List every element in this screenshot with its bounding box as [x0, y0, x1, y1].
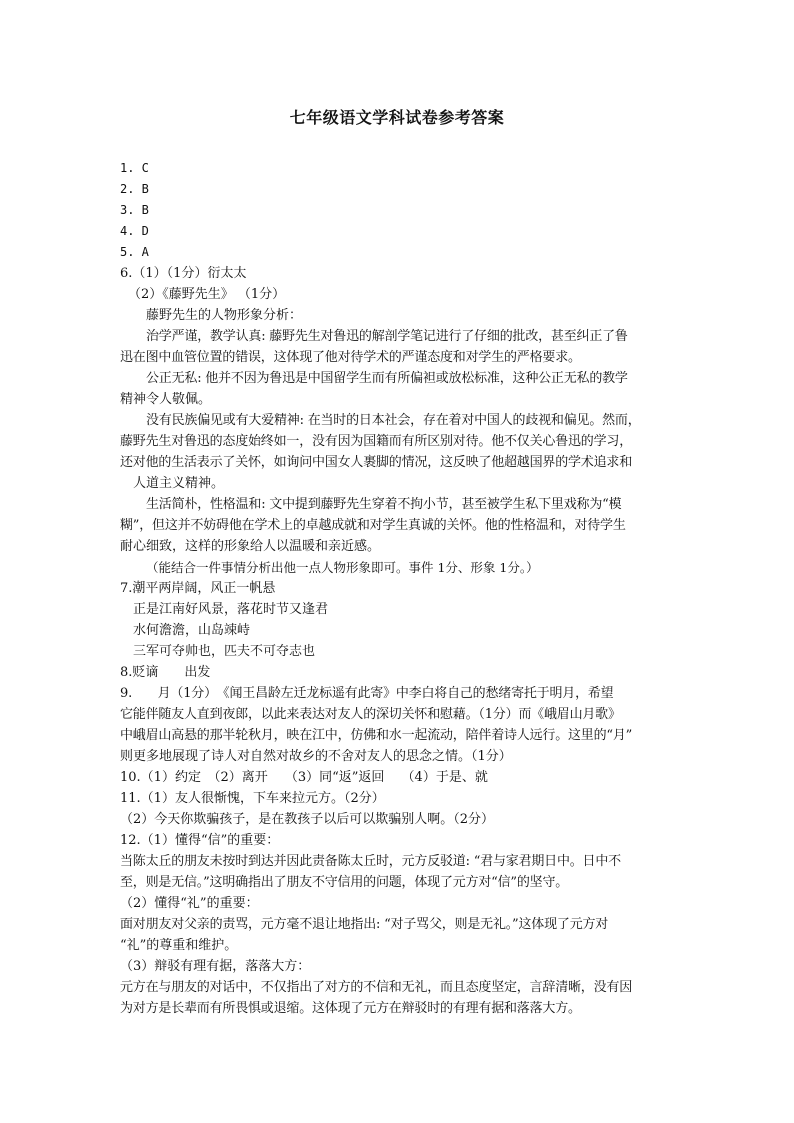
answer-content — [120, 158, 680, 1019]
answer-line: 精神令人敬佩。 — [120, 392, 212, 407]
answer-line: 当陈太丘的朋友未按时到达并因此责备陈太丘时，元方反驳道: “君与家君期日中。日中不 — [120, 854, 621, 869]
answer-line: 水何澹澹，山岛竦峙 — [133, 623, 251, 638]
answer-line: 至，则是无信。”这明确指出了朋友不守信用的问题，体现了元方对“信”的坚守。 — [120, 875, 569, 890]
answer-line: （2）懂得“礼”的重要： — [120, 896, 259, 911]
answer-line: 4. D — [120, 224, 149, 238]
answer-line: 3. B — [120, 203, 149, 217]
answer-line: （2）《藤野先生》 （1分） — [128, 287, 286, 302]
document-title: 七年级语文学科试卷参考答案 — [289, 108, 505, 127]
answer-line: 公正无私: 他并不因为鲁迅是中国留学生而有所偏袒或放松标准，这种公正无私的教学 — [146, 371, 628, 386]
answer-line: 生活简朴，性格温和: 文中提到藤野先生穿着不拘小节，甚至被学生私下里戏称为“模 — [146, 497, 622, 512]
answer-line: 还对他的生活表示了关怀，如询问中国女人裹脚的情况，这反映了他超越国界的学术追求和 — [120, 455, 633, 470]
answer-line: （能结合一件事情分析出他一点人物形象即可。事件 1分、形象 1分。） — [146, 560, 539, 575]
answer-line: 它能伴随友人直到夜郎，以此来表达对友人的深切关怀和慰藉。（1分）而《峨眉山月歌》 — [120, 707, 621, 722]
answer-line: 7.潮平两岸阔，风正一帆悬 — [120, 581, 276, 596]
answer-line: 藤野先生对鲁迅的态度始终如一，没有因为国籍而有所区别对待。他不仅关心鲁迅的学习， — [120, 434, 633, 449]
answer-line: 9. 月（1分） 《闻王昌龄左迁龙标遥有此寄》中李白将自己的愁绪寄托于明月，希望 — [120, 686, 614, 701]
answer-line: 没有民族偏见或有大爱精神: 在当时的日本社会，存在着对中国人的歧视和偏见。然而， — [146, 413, 641, 428]
answer-line: 为对方是长辈而有所畏惧或退缩。这体现了元方在辩驳时的有理有据和落落大方。 — [120, 1001, 581, 1016]
answer-line: （2）今天你欺骗孩子，是在教孩子以后可以欺骗别人啊。（2分） — [120, 812, 495, 827]
answer-line: 10.（1）约定 （2）离开 （3）同“返”返回 （4）于是、就 — [120, 770, 488, 785]
answer-line: 中峨眉山高悬的那半轮秋月，映在江中，仿佛和水一起流动，陪伴着诗人远行。这里的“月” — [120, 728, 633, 743]
answer-line: 元方在与朋友的对话中，不仅指出了对方的不信和无礼，而且态度坚定，言辞清晰，没有因 — [120, 980, 633, 995]
answer-line: 三军可夺帅也，匹夫不可夺志也 — [133, 644, 316, 659]
answer-line: 5. A — [120, 245, 149, 259]
answer-line: “礼”的尊重和维护。 — [120, 938, 238, 953]
answer-line: 12.（1）懂得“信”的重要： — [120, 833, 280, 848]
answer-line: 则更多地展现了诗人对自然对故乡的不舍对友人的思念之情。（1分） — [120, 749, 512, 764]
answer-line: 11.（1）友人很惭愧，下车来拉元方。（2分） — [120, 791, 385, 806]
answer-line: 8.贬谪 出发 — [120, 665, 211, 680]
answer-line: 正是江南好风景，落花时节又逢君 — [133, 602, 329, 617]
answer-line: （3）辩驳有理有据，落落大方： — [120, 959, 311, 974]
answer-line: 迅在图中血管位置的错误，这体现了他对待学术的严谨态度和对学生的严格要求。 — [120, 350, 581, 365]
answer-line: 2. B — [120, 182, 149, 196]
answer-line: 人道主义精神。 — [133, 476, 225, 491]
answer-line: 1. C — [120, 161, 149, 175]
answer-line: 糊”，但这并不妨碍他在学术上的卓越成就和对学生真诚的关怀。他的性格温和，对待学生 — [120, 518, 626, 533]
answer-line: 耐心细致，这样的形象给人以温暖和亲近感。 — [120, 539, 381, 554]
answer-line: 6.（1）（1分）衍太太 — [120, 266, 247, 281]
answer-line: 面对朋友对父亲的责骂，元方毫不退让地指出: “对子骂父，则是无礼。”这体现了元方对 — [120, 917, 609, 932]
answer-line: 藤野先生的人物形象分析： — [146, 308, 303, 323]
answer-line: 治学严谨，教学认真: 藤野先生对鲁迅的解剖学笔记进行了仔细的批改，甚至纠正了鲁 — [146, 329, 628, 344]
